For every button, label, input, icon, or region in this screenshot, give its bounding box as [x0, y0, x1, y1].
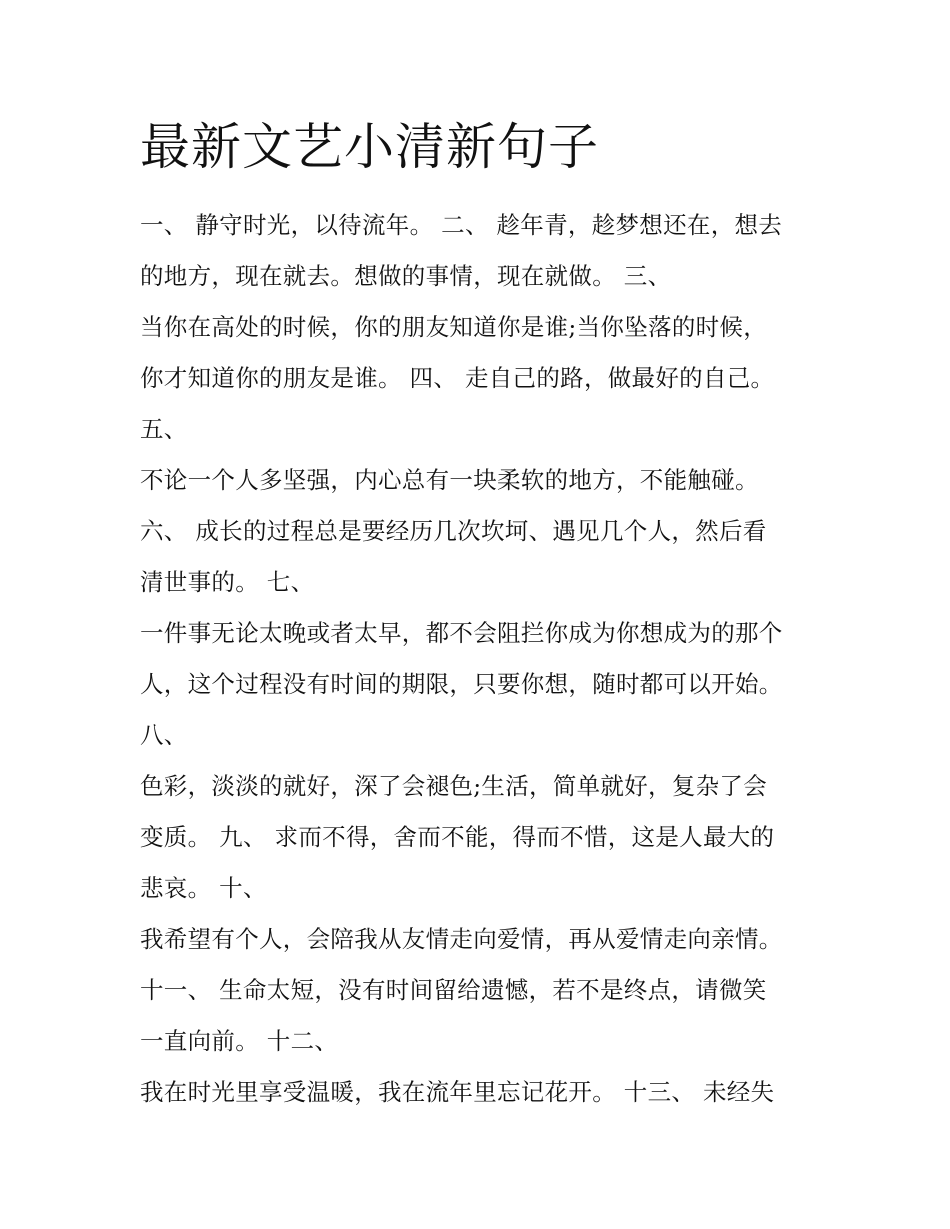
text-line-17: 一直向前。 十二、: [140, 1027, 339, 1055]
text-line-6: 不论一个人多坚强，内心总有一块柔软的地方，不能触碰。: [140, 466, 759, 494]
text-line-7: 六、 成长的过程总是要经历几次坎坷、遇见几个人，然后看: [140, 517, 767, 545]
text-line-18: 我在时光里享受温暖，我在流年里忘记花开。 十三、 未经失: [140, 1078, 775, 1106]
text-line-2: 的地方，现在就去。想做的事情，现在就做。 三、: [140, 262, 672, 290]
document-body: [140, 200, 830, 1118]
page-title: 最新文艺小清新句子: [140, 118, 599, 176]
text-line-5: 五、: [140, 415, 188, 443]
text-line-11: 八、: [140, 721, 188, 749]
text-line-9: 一件事无论太晚或者太早，都不会阻拦你成为你想成为的那个: [140, 619, 783, 647]
text-line-3: 当你在高处的时候，你的朋友知道你是谁;当你坠落的时候，: [140, 313, 768, 341]
text-line-14: 悲哀。 十、: [140, 874, 267, 902]
text-line-4: 你才知道你的朋友是谁。 四、 走自己的路，做最好的自己。: [140, 364, 775, 392]
text-line-10: 人，这个过程没有时间的期限，只要你想，随时都可以开始。: [140, 670, 783, 698]
text-line-12: 色彩，淡淡的就好，深了会褪色;生活，简单就好，复杂了会: [140, 772, 768, 800]
text-line-16: 十一、 生命太短，没有时间留给遗憾，若不是终点，请微笑: [140, 976, 767, 1004]
text-line-13: 变质。 九、 求而不得，舍而不能，得而不惜，这是人最大的: [140, 823, 775, 851]
text-line-15: 我希望有个人，会陪我从友情走向爱情，再从爱情走向亲情。: [140, 925, 783, 953]
text-line-1: 一、 静守时光，以待流年。 二、 趁年青，趁梦想还在，想去: [140, 211, 783, 239]
text-line-8: 清世事的。 七、: [140, 568, 315, 596]
